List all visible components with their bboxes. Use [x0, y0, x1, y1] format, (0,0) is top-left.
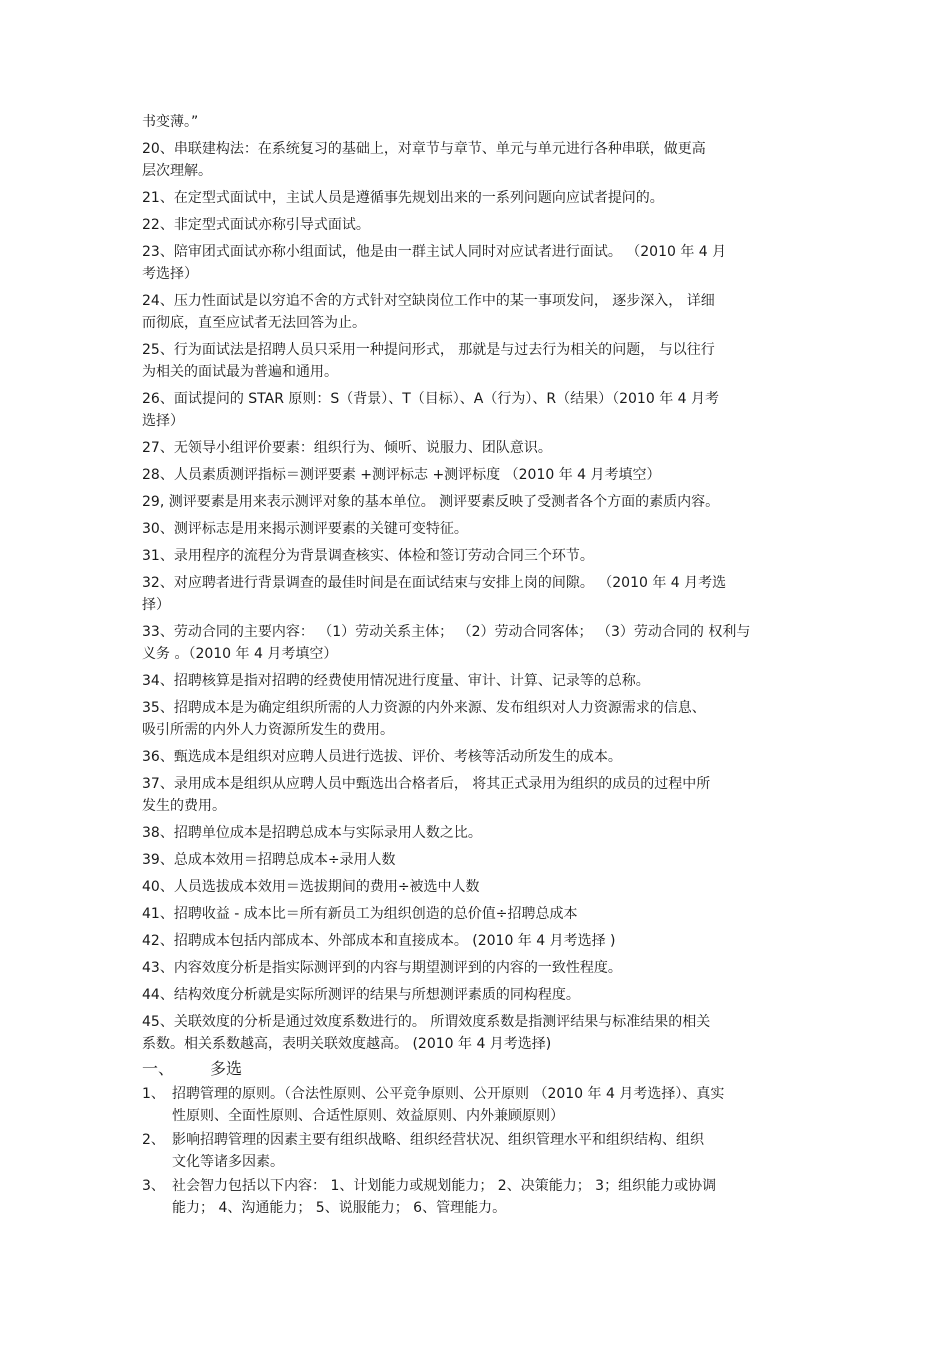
list-item-number: 3、 — [142, 1178, 165, 1194]
list-item-number: 2、 — [142, 1132, 165, 1148]
paragraph — [142, 339, 806, 383]
paragraph — [142, 491, 806, 513]
paragraph-line: 而彻底，直至应试者无法回答为止。 — [142, 315, 366, 331]
paragraph — [142, 214, 806, 236]
paragraph-line: 31、录用程序的流程分为背景调查核实、体检和签订劳动合同三个环节。 — [142, 548, 594, 564]
paragraph-line: 24、压力性面试是以穷追不舍的方式针对空缺岗位工作中的某一事项发问， 逐步深入， 详细 — [142, 293, 715, 309]
list-item-line: 能力； 4、沟通能力； 5、说服能力； 6、管理能力。 — [172, 1200, 507, 1216]
paragraph-line: 发生的费用。 — [142, 798, 226, 814]
paragraph — [142, 670, 806, 692]
paragraph-line: 39、总成本效用＝招聘总成本÷录用人数 — [142, 852, 396, 868]
paragraph-line: 43、内容效度分析是指实际测评到的内容与期望测评到的内容的一致性程度。 — [142, 960, 622, 976]
paragraph — [142, 241, 806, 285]
list-item-body — [172, 1083, 806, 1127]
paragraph — [142, 518, 806, 540]
list-item-number: 1、 — [142, 1086, 165, 1102]
paragraph-line: 为相关的面试最为普遍和通用。 — [142, 364, 338, 380]
section-title: 多选 — [210, 1059, 243, 1078]
paragraph — [142, 437, 806, 459]
paragraph-line: 44、结构效度分析就是实际所测评的结果与所想测评素质的同构程度。 — [142, 987, 580, 1003]
paragraph — [142, 876, 806, 898]
paragraph-list — [142, 111, 806, 1055]
paragraph-line: 系数。相关系数越高，表明关联效度越高。 (2010 年 4 月考选择) — [142, 1036, 552, 1052]
paragraph-line: 36、甄选成本是组织对应聘人员进行选拔、评价、考核等活动所发生的成本。 — [142, 749, 622, 765]
paragraph — [142, 903, 806, 925]
paragraph-line: 45、关联效度的分析是通过效度系数进行的。 所谓效度系数是指测评结果与标准结果的相关 — [142, 1014, 711, 1030]
paragraph-line: 28、人员素质测评指标＝测评要素 +测评标志 +测评标度 （2010 年 4 月考填空） — [142, 467, 661, 483]
paragraph-line: 41、招聘收益 - 成本比＝所有新员工为组织创造的总价值÷招聘总成本 — [142, 906, 578, 922]
paragraph-line: 29, 测评要素是用来表示测评对象的基本单位。 测评要素反映了受测者各个方面的素质内容。 — [142, 494, 720, 510]
paragraph — [142, 388, 806, 432]
paragraph — [142, 746, 806, 768]
list-item-line: 社会智力包括以下内容： 1、计划能力或规划能力； 2、决策能力； 3；组织能力或协调 — [172, 1178, 717, 1194]
list-item-line: 影响招聘管理的因素主要有组织战略、组织经营状况、组织管理水平和组织结构、组织 — [172, 1132, 704, 1148]
list-item — [142, 1129, 806, 1173]
paragraph — [142, 849, 806, 871]
paragraph-line: 21、在定型式面试中，主试人员是遵循事先规划出来的一系列问题向应试者提问的。 — [142, 190, 664, 206]
paragraph-line: 择） — [142, 597, 170, 613]
paragraph-line: 吸引所需的内外人力资源所发生的费用。 — [142, 722, 394, 738]
paragraph — [142, 822, 806, 844]
document-body — [142, 111, 806, 1219]
paragraph — [142, 930, 806, 952]
paragraph-line: 40、人员选拔成本效用＝选拔期间的费用÷被选中人数 — [142, 879, 480, 895]
paragraph-line: 26、面试提问的 STAR 原则：S（背景）、T（目标）、A（行为）、R（结果）（2010 年 4 月考 — [142, 391, 719, 407]
list-item — [142, 1175, 806, 1219]
paragraph-line: 37、录用成本是组织从应聘人员中甄选出合格者后， 将其正式录用为组织的成员的过程中所 — [142, 776, 711, 792]
paragraph-line: 20、串联建构法：在系统复习的基础上，对章节与章节、单元与单元进行各种串联，做更高 — [142, 141, 706, 157]
list-item-body — [172, 1129, 806, 1173]
paragraph-line: 30、测评标志是用来揭示测评要素的关键可变特征。 — [142, 521, 468, 537]
paragraph — [142, 773, 806, 817]
paragraph-line: 义务 。（2010 年 4 月考填空） — [142, 646, 338, 662]
paragraph-line: 38、招聘单位成本是招聘总成本与实际录用人数之比。 — [142, 825, 482, 841]
paragraph — [142, 984, 806, 1006]
paragraph — [142, 138, 806, 182]
list-item-line: 招聘管理的原则。（合法性原则、公平竞争原则、公开原则 （2010 年 4 月考选择）、真实 — [172, 1086, 725, 1102]
paragraph — [142, 697, 806, 741]
paragraph-line: 22、非定型式面试亦称引导式面试。 — [142, 217, 370, 233]
paragraph — [142, 187, 806, 209]
paragraph-line: 层次理解。 — [142, 163, 212, 179]
list-item-line: 文化等诸多因素。 — [172, 1154, 284, 1170]
paragraph — [142, 621, 806, 665]
paragraph — [142, 957, 806, 979]
paragraph-line: 25、行为面试法是招聘人员只采用一种提问形式， 那就是与过去行为相关的问题， 与以往行 — [142, 342, 715, 358]
paragraph-line: 33、劳动合同的主要内容： （1）劳动关系主体； （2）劳动合同客体； （3）劳动合同的 权利与 — [142, 624, 751, 640]
section-heading — [142, 1057, 806, 1081]
paragraph — [142, 111, 806, 133]
paragraph — [142, 572, 806, 616]
paragraph — [142, 545, 806, 567]
paragraph — [142, 464, 806, 486]
paragraph-line: 书变薄。” — [142, 114, 199, 130]
paragraph — [142, 1011, 806, 1055]
list-item-line: 性原则、全面性原则、合适性原则、效益原则、内外兼顾原则） — [172, 1108, 564, 1124]
paragraph-line: 34、招聘核算是指对招聘的经费使用情况进行度量、审计、计算、记录等的总称。 — [142, 673, 650, 689]
paragraph — [142, 290, 806, 334]
paragraph-line: 42、招聘成本包括内部成本、外部成本和直接成本。 (2010 年 4 月考选择 ) — [142, 933, 616, 949]
paragraph-line: 选择） — [142, 413, 184, 429]
paragraph-line: 27、无领导小组评价要素：组织行为、倾听、说服力、团队意识。 — [142, 440, 552, 456]
list-item — [142, 1083, 806, 1127]
paragraph-line: 考选择） — [142, 266, 198, 282]
paragraph-line: 23、陪审团式面试亦称小组面试，他是由一群主试人同时对应试者进行面试。 （2010 年 4 月 — [142, 244, 727, 260]
section-number: 一、 — [142, 1059, 175, 1078]
item-list — [142, 1083, 806, 1219]
paragraph-line: 35、招聘成本是为确定组织所需的人力资源的内外来源、发布组织对人力资源需求的信息、 — [142, 700, 706, 716]
paragraph-line: 32、对应聘者进行背景调查的最佳时间是在面试结束与安排上岗的间隙。 （2010 年 4 月考选 — [142, 575, 727, 591]
list-item-body — [172, 1175, 806, 1219]
